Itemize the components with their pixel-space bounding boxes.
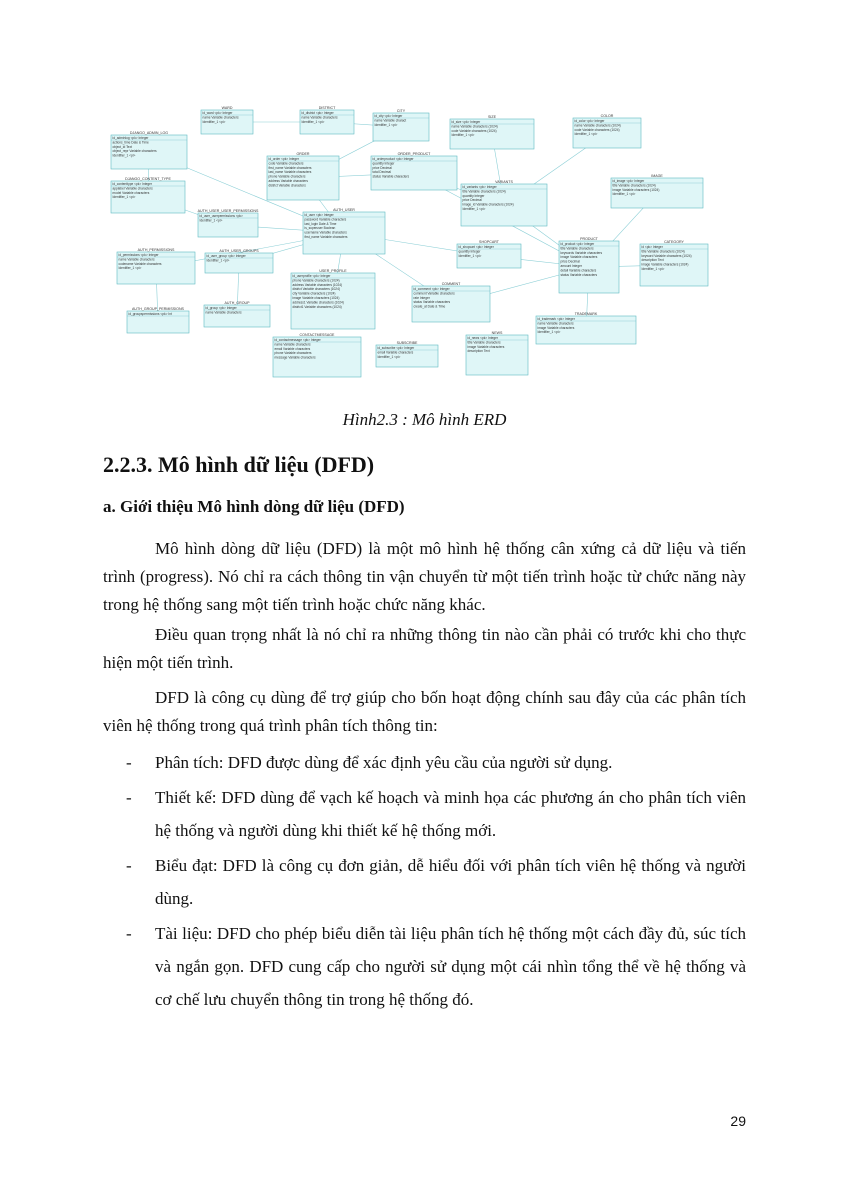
entity-attribute: id_city <pk> Integer [374, 114, 403, 118]
entity-attribute: id_contenttype <pk> Integer [112, 182, 153, 186]
entity-attribute: quantity Integer [458, 249, 481, 254]
entity-title: AUTH_USER_USER_PERMISSIONS [197, 208, 259, 213]
entity-attribute: status Variable characters [560, 272, 598, 277]
entity-title: CATEGORY [664, 239, 684, 244]
entity-attribute: id_contactmessage <pk> Integer [274, 338, 321, 342]
erd-entity [536, 312, 636, 344]
entity-attribute: address1 Variable characters (1024) [292, 300, 344, 305]
entity-attribute: image Variable characters [467, 344, 505, 349]
entity-title: COLOR [600, 113, 614, 118]
entity-attribute: applabel Variable characters [112, 186, 153, 191]
entity-title: DJANGO_ADMIN_LOG [129, 130, 169, 135]
entity-attribute: image Variable characters [560, 255, 598, 260]
erd-entity [640, 240, 708, 286]
entity-attribute: Identifier_1 <pi> [537, 330, 561, 335]
entity-attribute: price Decimal [372, 165, 392, 170]
entity-attribute: title Variable characters (1024) [612, 183, 656, 188]
entity-attribute: quantity Integer [372, 161, 395, 166]
entity-title: DISTRICT [318, 105, 336, 110]
entity-attribute: name Variable characters [202, 115, 239, 120]
bullet-item [103, 746, 746, 779]
entity-attribute: image Variable characters (1024) [612, 187, 660, 192]
entity-attribute: name Variable characters (1024) [451, 124, 498, 129]
paragraph-3: DFD là công cụ dùng để trợ giúp cho bốn hoạt động chính sau đây của các phân tích viên hệ thống trong quá trình phân tích thông tin: [103, 688, 746, 735]
entity-title: SHOPCART [479, 239, 499, 244]
entity-attribute: id_user <pk> Integer [304, 213, 334, 217]
bullet-item [103, 849, 746, 915]
erd-entity [198, 209, 259, 237]
entity-attribute: Identifier_1 <pi> [118, 266, 142, 271]
entity-attribute: id_comment <pk> Integer [413, 287, 450, 291]
entity-attribute: phone Variable characters [268, 174, 306, 179]
entity-attribute: Identifier_1 <pi> [458, 253, 482, 258]
erd-entity [611, 174, 703, 208]
entity-title: PRODUCT [580, 236, 598, 241]
bullet-text: Thiết kế: DFD dùng để vạch kế hoạch và minh họa các phương án cho phân tích viên hệ thống và người dùng khi thiết kế hệ thống mới. [155, 788, 746, 840]
bullet-dash: - [126, 924, 132, 943]
entity-attribute: id_permissions <pk> Integer [118, 253, 159, 257]
entity-attribute: total Decimal [372, 170, 391, 175]
entity-title: AUTH_USER_GROUPS [219, 248, 259, 253]
entity-attribute: last_name Variable characters [268, 170, 312, 175]
entity-attribute: Identifier_1 <pi> [112, 153, 136, 158]
entity-attribute: model Variable characters [112, 190, 150, 195]
section-heading: 2.2.3. Mô hình dữ liệu (DFD) [103, 452, 375, 477]
erd-entity [376, 341, 438, 367]
entity-attribute: rate Integer [413, 295, 430, 300]
entity-attribute: phone Variable characters [274, 351, 312, 356]
entity-attribute: Identifier_1 <pi> [374, 122, 398, 127]
entity-attribute: message Variable characters [274, 355, 316, 360]
entity-attribute: codename Variable characters [118, 261, 162, 266]
entity-attribute: first_name Variable characters [268, 165, 312, 170]
page-number: 29 [730, 1113, 746, 1129]
entity-attribute: name Variable characters [301, 115, 338, 120]
entity-attribute: title Variable characters (1024) [462, 189, 506, 194]
entity-attribute: district Variable characters [268, 183, 306, 188]
entity-attribute: image Variable characters (1024) [292, 296, 340, 300]
entity-attribute: id_ward <pk> Integer [202, 111, 233, 115]
entity-title: CITY [396, 108, 406, 113]
erd-entity [457, 240, 521, 268]
entity-title: CONTACTMESSAGE [299, 332, 335, 337]
entity-attribute: district1 Variable characters (1024) [292, 304, 342, 309]
entity-attribute: title Variable characters (1024) [641, 249, 685, 254]
erd-entity [117, 248, 195, 284]
entity-attribute: image Variable characters [537, 325, 575, 330]
entity-attribute: comment Variable characters [413, 291, 455, 296]
subsection-heading: a. Giới thiệu Mô hình dòng dữ liệu (DFD) [103, 497, 405, 516]
entity-attribute: email Variable characters [274, 346, 311, 351]
entity-attribute: id_user_userpermissions <pk> [199, 214, 243, 218]
entity-attribute: object_repr Variable characters [112, 149, 157, 154]
entity-attribute: id_subscribe <pk> Integer [377, 346, 415, 350]
erd-entity [450, 115, 534, 149]
entity-attribute: id_groupspermissions <pk> Int [128, 312, 172, 316]
entity-attribute: id <pk> Integer [641, 245, 663, 249]
paragraph-1: Mô hình dòng dữ liệu (DFD) là một mô hình hệ thống cân xứng cả dữ liệu và tiến trình (progress). Nó chỉ ra cách thông tin vận chuyển từ một tiến trình hoặc từ chức năng này trong hệ thống sang một tiến trình hoặc chức năng khác. [103, 539, 746, 614]
entity-title: DJANGO_CONTENT_TYPE [125, 176, 171, 181]
bullet-list [103, 746, 746, 1018]
entity-attribute: code Variable characters [268, 161, 304, 166]
entity-attribute: Identifier_1 <pi> [199, 218, 223, 223]
entity-attribute: Identifier_1 <pi> [206, 258, 230, 263]
entity-attribute: id_userprofile <pk> Integer [292, 274, 331, 278]
entity-attribute: keywords Variable characters [560, 250, 603, 255]
entity-title: SIZE [488, 114, 496, 119]
entity-attribute: id_user_group <pk> Integer [206, 254, 246, 258]
erd-entity [303, 208, 385, 254]
entity-attribute: id_district <pk> Integer [301, 111, 334, 115]
entity-attribute: id_order <pk> Integer [268, 157, 299, 161]
entity-attribute: is_superuser Boolean [304, 226, 336, 231]
erd-entity [273, 333, 361, 377]
entity-attribute: price Decimal [462, 198, 482, 203]
entity-title: ORDER [296, 151, 310, 156]
entity-title: SUBSCRIBE [396, 340, 418, 345]
figure-caption: Hình2.3 : Mô hình ERD [342, 410, 507, 429]
entity-attribute: id_product <pk> Integer [560, 242, 595, 246]
entity-attribute: title Variable characters [467, 340, 501, 345]
paragraph-2: Điều quan trọng nhất là nó chỉ ra những thông tin nào cần phải có trước khi cho thực hiện một tiến trình. [103, 625, 746, 672]
entity-attribute: email Variable characters [377, 350, 414, 355]
entity-title: AUTH_USER [333, 207, 355, 212]
erd-figure [105, 105, 745, 380]
entity-title: AUTH_PERMISSIONS [137, 247, 175, 252]
entity-attribute: name Variable characters [274, 342, 311, 347]
entity-attribute: first_name Variable characters [304, 235, 348, 239]
entity-attribute: username Variable characters [304, 230, 347, 235]
entity-attribute: code Variable characters (1024) [574, 127, 620, 132]
bullet-text: Phân tích: DFD được dùng để xác định yêu cầu của người sử dụng. [155, 753, 613, 772]
erd-diagram [105, 105, 745, 380]
entity-title: IMAGE [651, 173, 663, 178]
entity-attribute: Identifier_1 <pi> [301, 119, 325, 124]
entity-attribute: Identifier_1 <pi> [462, 207, 486, 211]
entity-attribute: id_orderproduct <pk> Integer [372, 157, 414, 161]
entity-attribute: title Variable characters [560, 246, 594, 251]
entity-attribute: address Variable characters [268, 179, 308, 183]
entity-attribute: address Variable characters (1024) [292, 282, 343, 287]
entity-attribute: id_news <pk> Integer [467, 336, 498, 340]
entity-title: AUTH_GROUP [224, 300, 250, 305]
entity-attribute: image Variable characters (1024) [641, 262, 689, 267]
erd-entity [373, 109, 429, 141]
entity-attribute: id_color <pk> Integer [574, 119, 605, 123]
entity-attribute: district Variable characters (1024) [292, 287, 340, 292]
entity-attribute: id_group <pk> Integer [205, 306, 237, 310]
entity-attribute: name Variable characters [118, 257, 155, 262]
erd-entity [111, 131, 187, 169]
entity-attribute: price Decimal [560, 259, 580, 264]
erd-entity [300, 106, 354, 134]
bullet-item [103, 781, 746, 847]
entity-attribute: id_trademark <pk> Integer [537, 317, 575, 321]
erd-entity [291, 269, 375, 329]
erd-entity [461, 180, 547, 226]
entity-title: ORDER_PRODUCT [397, 151, 431, 156]
entity-attribute: status Variable characters [372, 174, 410, 179]
erd-entity [573, 114, 641, 148]
entity-attribute: image_id Variable characters (1024) [462, 202, 514, 207]
entity-attribute: create_at Date & Time [413, 304, 446, 309]
erd-entity [201, 106, 253, 134]
entity-attribute: keyword Variable characters (1024) [641, 253, 692, 258]
entity-title: VARIANTS [495, 179, 513, 184]
erd-entity [127, 307, 189, 333]
entity-attribute: description Text [641, 258, 664, 263]
entity-attribute: status Variable characters [413, 300, 451, 305]
bullet-dash: - [126, 856, 132, 875]
entity-attribute: description Text [467, 349, 490, 354]
entity-attribute: city Variable characters (1024) [292, 291, 336, 296]
entity-attribute: Identifier_1 <pi> [612, 192, 636, 197]
entity-attribute: last_login Date & Time [304, 221, 337, 226]
entity-attribute: id_variants <pk> Integer [462, 185, 497, 189]
entity-attribute: code Variable characters (1024) [451, 128, 497, 133]
entity-attribute: name Variable charact [374, 118, 407, 123]
entity-attribute: Identifier_1 <pi> [112, 195, 136, 200]
entity-title: COMMENT [441, 281, 461, 286]
entity-attribute: actions_time Date & Time [112, 140, 149, 145]
entity-attribute: id_shopcart <pk> Integer [458, 245, 494, 249]
entity-attribute: Identifier_1 <pi> [641, 267, 665, 271]
entity-attribute: name Variable characters (1024) [574, 123, 621, 128]
erd-entity [205, 249, 273, 273]
erd-entity [267, 152, 339, 200]
bullet-dash: - [126, 753, 132, 772]
entity-attribute: detail Variable characters [560, 268, 597, 273]
erd-entity [111, 177, 185, 213]
entity-title: AUTH_GROUP_PERMISSIONS [132, 306, 184, 311]
erd-entity [559, 237, 619, 293]
bullet-text: Tài liệu: DFD cho phép biểu diễn tài liệu phân tích hệ thống một cách đầy đủ, súc tích và ngắn gọn. DFD cung cấp cho người sử dụng một cái nhìn tổng thể về hệ thống và cơ chế lưu chuyển thông tin trong hệ thống đó. [155, 924, 746, 1009]
bullet-item [103, 917, 746, 1016]
erd-entity [204, 301, 270, 327]
entity-attribute: object_id Text [112, 144, 132, 149]
entity-attribute: Identifier_1 <pi> [451, 133, 475, 138]
entity-title: TRADEMARK [574, 311, 598, 316]
bullet-dash: - [126, 788, 132, 807]
entity-title: NEWS [491, 330, 503, 335]
bullet-text: Biểu đạt: DFD là công cụ đơn giản, dễ hiểu đối với phân tích viên hệ thống và người dùng. [155, 856, 746, 908]
entity-attribute: Identifier_1 <pi> [377, 354, 401, 359]
entity-attribute: name Variable characters [537, 321, 574, 326]
entity-attribute: id_size <pk> Integer [451, 120, 481, 124]
entity-attribute: quantity Integer [462, 193, 485, 198]
entity-attribute: password Variable characters [304, 217, 347, 222]
erd-entity [466, 331, 528, 375]
entity-attribute: name Variable characters [205, 310, 242, 315]
erd-entity [371, 152, 457, 190]
entity-attribute: amount Integer [560, 264, 582, 268]
entity-attribute: id_image <pk> Integer [612, 179, 645, 183]
entity-title: USER_PROFILE [319, 268, 347, 273]
entity-attribute: Identifier_1 <pi> [574, 132, 598, 137]
entity-attribute: Identifier_1 <pi> [202, 119, 226, 124]
entity-title: WARD [221, 105, 233, 110]
entity-attribute: id_adminlog <pk> Integer [112, 136, 149, 140]
erd-entity [412, 282, 490, 322]
entity-attribute: phone Variable characters (1024) [292, 278, 340, 283]
